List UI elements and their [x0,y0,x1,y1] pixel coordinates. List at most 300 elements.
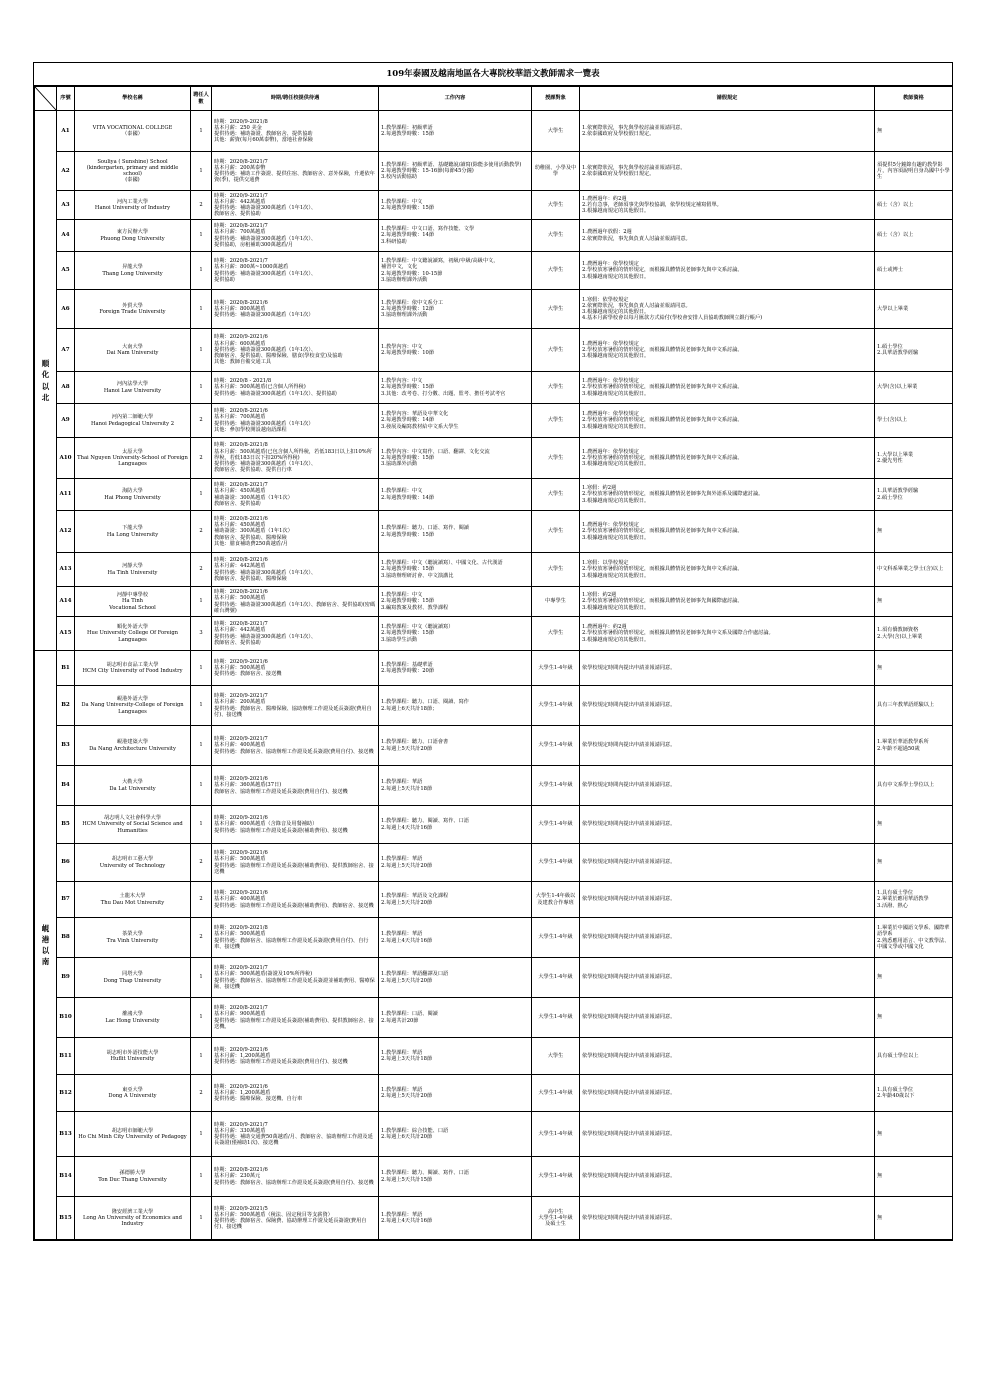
teacher-qualification-text: 無 [877,127,883,134]
row-id-text: A11 [59,491,72,498]
table-row [35,617,953,651]
work-content-text: 1.教學課程：基礎華語 2.每週教學時數：20節 [381,661,435,674]
teaching-target-text: 大學生 [547,305,564,312]
table-row [35,882,953,918]
teacher-qualification-text: 1.大學以上畢業 2.優先男性 [877,451,914,464]
teaching-target [532,686,580,726]
work-content [379,479,532,511]
school-name-text: 昇龍大學 Thang Long University [102,264,163,277]
teaching-target-text: 大學生1-4年級 [538,1130,573,1137]
row-id [57,111,75,152]
period-benefits [212,329,379,372]
teaching-target [532,844,580,882]
period-benefits-text: 時期：2020/9-2021/8 基本月薪：250 美金 提供待遇：補助簽證、教師宿舍、提供協助 其他：薪資(每月60萬泰幣)，當地社會保險 [214,118,313,144]
work-content-text: 1.教學內容：中文 2.每週教學時數：15節 3.其他：改考卷、打分數、出題、監考、擔任考試考官 [381,378,506,397]
leave-rules [580,806,875,844]
region-char: 南 [41,957,50,967]
table-body [35,111,953,1240]
work-content-text: 1.教學內容：華語及中華文化 2.每週教學時數：14節 3.發展及編寫教材給中文系大學生 [381,411,459,430]
row-id-text: A3 [61,201,70,208]
row-id-text: B10 [59,1014,72,1021]
teacher-qualification [875,479,953,511]
teacher-qualification-text: 無 [877,974,883,981]
teacher-count [191,587,212,617]
leave-rules-text: 1.依實際狀況，事先與學校討論並報請同意。 2.依泰國政府及學校假日規定。 [582,124,686,137]
leave-rules [580,290,875,329]
row-id-text: A14 [59,598,72,605]
leave-rules [580,882,875,918]
teaching-target [532,553,580,587]
region-char: 以 [41,381,50,391]
teacher-qualification [875,998,953,1038]
teacher-qualification [875,882,953,918]
work-content-text: 1.教學課程：華語 2.每週上5天共計18節 [381,779,433,792]
teacher-count [191,191,212,220]
leave-rules [580,1075,875,1112]
period-benefits [212,882,379,918]
work-content-text: 1.教學課程：華語 2.每週上3天共計18節 [381,1049,433,1062]
teacher-count-text: 2 [199,896,203,903]
teacher-count [191,1075,212,1112]
teaching-target-text: 大學生 [547,454,564,461]
table-row [35,1075,953,1112]
work-content [379,252,532,290]
row-id [57,1112,75,1157]
table-row [35,404,953,438]
work-content [379,1197,532,1240]
leave-rules-text: 1.寒假：約2週 2.學校放寒暑假的情形規定，而根據具體情況老師事先與國際處討論。 3.根據越南規定的其他假日。 [582,592,743,611]
teacher-qualification [875,1157,953,1197]
teacher-count [191,998,212,1038]
row-id-text: B14 [59,1173,72,1180]
row-id [57,806,75,844]
period-benefits-text: 時期：2020/8-2021/6 基本月薪：450萬越盾 補助簽證：300萬越盾（1年1次） 教師宿舍、提供協助、醫療保險 其他：膳食補助費250萬越盾/月 [214,515,293,547]
teacher-qualification-text: 碩士（含）以上 [877,201,914,208]
leave-rules [580,686,875,726]
teaching-target [532,806,580,844]
leave-rules-text: 依學校規定時間內提出申請並報請同意。 [582,974,676,981]
row-id-text: B12 [59,1089,72,1096]
school-name [75,1038,191,1075]
teacher-qualification-text: 具有三年教華語經驗以上 [877,702,935,709]
period-benefits-text: 時期：2020/9-2021/6 基本月薪：1,200萬越盾 提供待遇：協助辦理工作證及延長簽證(費用自付)、接送機 [214,1046,348,1066]
leave-rules-text: 依學校規定時間內提出申請並報請同意。 [582,896,676,903]
teacher-count-text: 1 [199,305,203,312]
school-name [75,882,191,918]
teacher-count-text: 2 [199,1089,203,1096]
teacher-count [191,553,212,587]
teacher-count-text: 1 [199,491,203,498]
period-benefits [212,1197,379,1240]
leave-rules [580,438,875,479]
header-target: 授課對象 [532,87,580,111]
period-benefits-text: 時期：2020/8-2021/7 基本月薪：900萬越盾 提供待遇：協助辦理工作證及延長簽證(補助費用)、提供教師宿舍、接送機。 [214,1005,374,1030]
teacher-count [191,329,212,372]
work-content [379,191,532,220]
table-row [35,372,953,404]
teacher-qualification [875,806,953,844]
table-row [35,918,953,958]
region-label [35,651,57,1240]
teaching-target [532,1157,580,1197]
teacher-qualification-text: 無 [877,1014,883,1021]
row-id [57,1197,75,1240]
teaching-target-text: 大學生 [547,1052,564,1059]
table-row [35,111,953,152]
leave-rules-text: 1.農曆過年：依學校規定 2.學校放寒暑假的情形規定，而根據具體情況老師事先與中文系討論。 3.根據越南規定的其他假日。 [582,522,743,541]
teaching-target-text: 幼稚園、小學及中學 [534,164,577,177]
work-content [379,998,532,1038]
teaching-target-text: 大學生 [547,267,564,274]
teacher-qualification-text: 大學以上畢業 [877,305,909,312]
teacher-qualification-text: 無 [877,821,883,828]
teacher-count [191,1197,212,1240]
school-name [75,958,191,998]
teacher-count [191,882,212,918]
row-id-text: A13 [59,566,72,573]
teacher-qualification-text: 1.具華語教學經驗 2.碩士學位 [877,488,919,501]
teacher-count-text: 1 [199,1130,203,1137]
row-id [57,191,75,220]
teaching-target-text: 大學生1-4年級 [538,702,573,709]
leave-rules-text: 1.農曆過年：依學校規定 2.學校放寒暑假的情形規定，而根據具體情況老師事先與中文系討論。 3.根據越南規定的其他假日。 [582,448,743,468]
teacher-qualification [875,404,953,438]
teacher-count-text: 1 [199,664,203,671]
header-qual: 教師資格 [875,87,953,111]
teacher-qualification [875,844,953,882]
teaching-target-text: 大學生1-4年級 [538,1173,573,1180]
teacher-count-text: 1 [199,782,203,789]
teaching-target-text: 大學生 [547,232,564,239]
row-id [57,587,75,617]
teacher-qualification-text: 無 [877,664,883,671]
teaching-target-text: 高中生 大學生1-4年級 及碩士生 [538,1208,573,1228]
teacher-count-text: 1 [199,346,203,353]
work-content [379,1075,532,1112]
work-content [379,111,532,152]
work-content-text: 1.教學課程：依中文系分工 2.每週教學時數：12節 3.協助辦理課外活動 [381,299,444,319]
period-benefits-text: 時期：2020/8 - 2021/8 基本月薪：500萬越盾(已含個人所得稅) 提供待遇：補助簽證300萬越盾（1年1次）、提供協助 [214,378,337,397]
work-content [379,882,532,918]
teacher-qualification [875,617,953,651]
table-row [35,651,953,686]
row-id-text: B5 [61,821,70,828]
leave-rules-text: 依學校規定時間內提出申請並報請同意。 [582,859,676,866]
teacher-qualification [875,766,953,806]
work-content [379,686,532,726]
period-benefits [212,220,379,252]
teacher-qualification [875,252,953,290]
period-benefits-text: 時期：2020/9-2021/6 基本月薪：600萬越盾（含錄音及用餐補助） 提供待遇：協助辦理工作證及延長簽證(補助費用)、接送機 [214,815,348,834]
period-benefits-text: 時期：2020/9-2021/7 基本月薪：442萬越盾 提供待遇：補助簽證300萬越盾（1年1次）、 教師宿舍、提供協助 [214,192,317,218]
teacher-qualification-text: 無 [877,1173,883,1180]
work-content [379,958,532,998]
teacher-qualification-text: 碩士（含）以上 [877,232,914,239]
work-content [379,220,532,252]
work-content-text: 1.教學課程：聽力、口語會書 2.每週上5天共計20節 [381,739,449,752]
region-char: 北 [41,392,50,402]
header-count: 聘任人數 [191,87,212,111]
row-id-text: A9 [61,417,70,424]
school-name-text: 胡志明市師範大學 Ho Chi Minh City University of Pedagogy [78,1127,187,1140]
teacher-count [191,766,212,806]
teacher-qualification [875,1197,953,1240]
teacher-qualification [875,587,953,617]
period-benefits-text: 時期：2020/9-2021/6 基本月薪：500萬越盾 提供待遇：教師宿舍、接送機 [214,658,282,678]
teacher-qualification [875,686,953,726]
row-id-text: B3 [61,742,70,749]
period-benefits-text: 時期：2020/8-2021/7 基本月薪：800萬~1000萬越盾 提供待遇：補助簽證300萬越盾（1年1次）、 提供協助 [214,258,317,283]
school-name [75,844,191,882]
table-row [35,290,953,329]
teaching-target-text: 中專學生 [545,598,566,605]
teaching-target [532,766,580,806]
period-benefits-text: 時期：2020/9-2021/7 基本月薪：500萬越盾(簽證及10%所得稅) 提供待遇：教師宿舍、協助辦理工作證及延長簽證並補助費用、醫療保險、接送機 [214,965,375,990]
school-name [75,806,191,844]
teaching-target-text: 大學生1-4年級 [538,1089,573,1096]
region-char: 化 [41,370,50,380]
table-row [35,553,953,587]
work-content-text: 1.教學課程：初級華語、基礎聽說/讀寫(除能多使用活動教學) 2.每週教學時數：15-16節(每節45分鐘) 3.校內活動協助 [381,161,522,181]
row-id-text: B11 [59,1052,72,1059]
period-benefits-text: 時期：2020/9-2021/6 基本月薪：360萬越盾(37日) 教師宿舍、協助辦理工作證及延長簽證(費用自付)、接送機 [214,776,348,795]
table-row [35,806,953,844]
table-row [35,726,953,766]
leave-rules-text: 依學校規定時間內提出申請並報請同意。 [582,1214,676,1221]
teacher-qualification-text: 具有碩士學位以上 [877,1052,919,1059]
period-benefits [212,918,379,958]
row-id [57,553,75,587]
teaching-target-text: 大學生1-4年級 [538,859,573,866]
teaching-target [532,479,580,511]
school-name [75,111,191,152]
teacher-qualification [875,1112,953,1157]
work-content [379,438,532,479]
teacher-requirements-table [34,86,953,1240]
table-row [35,766,953,806]
school-name [75,918,191,958]
period-benefits-text: 時期：2020/9-2021/6 基本月薪：600萬越盾 提供待遇：補助簽證300萬越盾（1年1次）、 教師宿舍、提供協助、醫療保險、膳食(學校食堂)及協助 其他：教師自備交通工具 [214,334,343,366]
teaching-target [532,111,580,152]
leave-rules [580,111,875,152]
teacher-count [191,372,212,404]
teacher-count [191,617,212,651]
work-content [379,152,532,191]
row-id [57,329,75,372]
teaching-target-text: 大學生 [547,491,564,498]
work-content-text: 1.教學課程：初級華語 2.每週教學時數：15節 [381,124,435,137]
work-content [379,844,532,882]
region-char: 順 [41,359,50,368]
school-name [75,404,191,438]
table-row [35,479,953,511]
row-id-text: A7 [61,346,70,353]
teaching-target-text: 大學生 [547,127,564,134]
teacher-count [191,726,212,766]
period-benefits [212,152,379,191]
period-benefits [212,998,379,1038]
school-name-text: 孫德勝大學 Ton Duc Thang University [98,1170,167,1183]
region-char: 峴 [41,923,50,933]
school-name [75,1075,191,1112]
period-benefits [212,479,379,511]
teacher-count-text: 1 [199,232,203,239]
period-benefits [212,191,379,220]
period-benefits [212,686,379,726]
work-content-text: 1.教學課程：華語及文化課程 2.每週上5天共計20節 [381,893,449,906]
leave-rules-text: 1.寒假：以學校規定 2.學校放寒暑假的情形規定，而根據具體情況老師事先與中文系討論。 3.根據越南規定的其他假日。 [582,560,743,579]
teacher-count [191,152,212,191]
school-name-text: 峴港建築大學 Da Nang Architecture University [89,739,176,752]
teacher-qualification-text: 無 [877,859,883,866]
work-content-text: 1.教學課程：中文聽說讀寫，初級/中級/高級中文， 補習中文，文化 2.每週教學時數：10-15節 3.協助辦理課外活動 [381,258,499,283]
teacher-qualification-text: 無 [877,598,883,605]
row-id-text: A8 [61,384,70,391]
teacher-count [191,290,212,329]
leave-rules [580,252,875,290]
teaching-target [532,404,580,438]
school-name [75,329,191,372]
period-benefits [212,617,379,651]
row-id-text: B6 [61,859,70,866]
teacher-count [191,651,212,686]
header-seq: 序號 [57,87,75,111]
school-name [75,1157,191,1197]
teacher-qualification [875,438,953,479]
teacher-count-text: 1 [199,267,203,274]
period-benefits-text: 時期：2020/8-2021/6 基本月薪：800萬越盾 提供待遇：補助簽證300萬越盾（1年1次） [214,299,314,319]
teacher-qualification-text: 須提供5分鐘錄有趣的教學影片，內容須說明自身為國中小學生 [877,161,950,181]
work-content [379,587,532,617]
period-benefits-text: 時期：2020/8-2021/7 基本月薪：200萬泰幣 提供待遇：補助工作簽證、提供住宿、教師宿舍、意外保險，升遷依年資(季)，提供交通費 [214,158,375,184]
row-id-text: B2 [61,702,70,709]
teacher-qualification [875,918,953,958]
row-id [57,958,75,998]
teacher-count [191,1112,212,1157]
teacher-count-text: 1 [199,167,203,174]
teacher-count [191,1157,212,1197]
school-name-text: 峴港外語大學 Da Nang University-College of Foreign Languages [81,696,184,715]
teaching-target [532,252,580,290]
header-row [35,87,953,111]
header-corner [35,87,57,111]
row-id [57,404,75,438]
period-benefits-text: 時期：2020/8-2021/6 基本月薪：230萬元 提供待遇：教師宿舍、協助辦理工作證及延長簽證(費用自付)、接送機 [214,1167,374,1186]
table-row [35,220,953,252]
period-benefits-text: 時期：2020/8-2021/6 基本月薪：700萬越盾 提供待遇：補助簽證300萬越盾（1年1次） 其他：參加學校開設越南語課程 [214,408,314,433]
leave-rules [580,404,875,438]
teacher-count-text: 2 [199,859,203,866]
teacher-qualification [875,511,953,553]
teacher-count-text: 1 [199,702,203,709]
teaching-target [532,152,580,191]
row-id [57,686,75,726]
teacher-qualification [875,651,953,686]
teaching-target-text: 大學生1-4年級以及建教合作專班 [535,893,576,906]
header-leave: 請假規定 [580,87,875,111]
row-id [57,882,75,918]
leave-rules-text: 依學校規定時間內提出申請並報請同意。 [582,821,676,828]
school-name-text: 隆安經濟工業大學 Long An University of Economics and Industry [83,1208,182,1228]
row-id-text: A6 [61,305,70,312]
school-name-text: 胡志明市工藝大學 University of Technology [99,856,166,869]
leave-rules [580,511,875,553]
teaching-target [532,726,580,766]
work-content-text: 1.教學課程：聽力、口語、閱讀、寫作 2.每週上6天共計18節； [381,699,469,712]
period-benefits-text: 時期：2020/8-2021/8 基本月薪：500萬越盾(已包含個人所得稅，若低183日以上扣10%所得稅，若低183日以下扣20%所得稅) 提供待遇：補助簽證300萬越盾（1年1次）、 教師宿舍、提供協助、提供自行車 [214,442,372,474]
period-benefits [212,372,379,404]
school-name-text: 下龍大學 Ha Long University [106,525,159,538]
row-id [57,511,75,553]
page-title: 109年泰國及越南地區各大專院校華語文教師需求一覽表 [34,63,952,86]
teacher-count-text: 1 [199,127,203,134]
period-benefits [212,1075,379,1112]
requirement-sheet [33,62,953,1241]
teaching-target [532,329,580,372]
region-char: 以 [41,946,50,955]
school-name [75,220,191,252]
teacher-count-text: 1 [199,1214,203,1221]
work-content [379,1112,532,1157]
region-char: 港 [41,934,50,944]
work-content [379,404,532,438]
school-name [75,152,191,191]
teacher-qualification [875,726,953,766]
teacher-qualification [875,111,953,152]
row-id-text: B7 [61,896,70,903]
school-name-text: 胡志明市外語技能大學 Huflit University [106,1049,159,1062]
period-benefits [212,766,379,806]
leave-rules [580,766,875,806]
teacher-qualification [875,372,953,404]
leave-rules-text: 依學校規定時間內提出申請並報請同意。 [582,782,676,789]
teacher-qualification-text: 無 [877,1214,883,1221]
leave-rules-text: 1.寒假：約2週 2.學校放寒暑假的情形規定，而根據具體情況老師事先與外語系及國際處討論。 3.根據越南規定的其他假日。 [582,485,764,504]
period-benefits-text: 時期：2020/9-2021/6 基本月薪：400萬越盾 提供待遇：協助辦理工作證及延長簽證(補助費用)、教師宿舍、接送機 [214,890,374,909]
teacher-qualification-text: 碩士或博士 [877,267,903,274]
leave-rules [580,1038,875,1075]
school-name-text: 土龍木大學 Thu Dau Mot University [100,893,165,906]
teacher-count [191,686,212,726]
school-name-text: 同塔大學 Dong Thap University [103,971,162,984]
row-id-text: B4 [61,782,70,789]
row-id [57,1157,75,1197]
school-name [75,1112,191,1157]
school-name-text: 大勒大學 Da Lat University [109,779,156,792]
teacher-count-text: 3 [199,630,203,637]
teacher-count [191,252,212,290]
row-id-text: A12 [59,528,72,535]
work-content [379,1157,532,1197]
teacher-qualification-text: 無 [877,1130,883,1137]
row-id [57,766,75,806]
teacher-qualification [875,1075,953,1112]
teacher-qualification [875,191,953,220]
leave-rules [580,1197,875,1240]
row-id-text: A2 [61,167,70,174]
work-content-text: 1.教學內容：中文 2.每週教學時數：10節 [381,343,435,356]
teaching-target [532,882,580,918]
teacher-qualification [875,290,953,329]
row-id-text: A1 [61,127,70,134]
school-name-text: 大南大學 Dai Nam University [106,343,159,356]
teacher-qualification-text: 大學(含)以上畢業 [877,384,918,391]
teacher-qualification-text: 1.須有僑教師資格 2.大學(含)以上畢業 [877,627,923,640]
school-name [75,479,191,511]
teacher-count-text: 1 [199,821,203,828]
teacher-count [191,958,212,998]
row-id [57,918,75,958]
